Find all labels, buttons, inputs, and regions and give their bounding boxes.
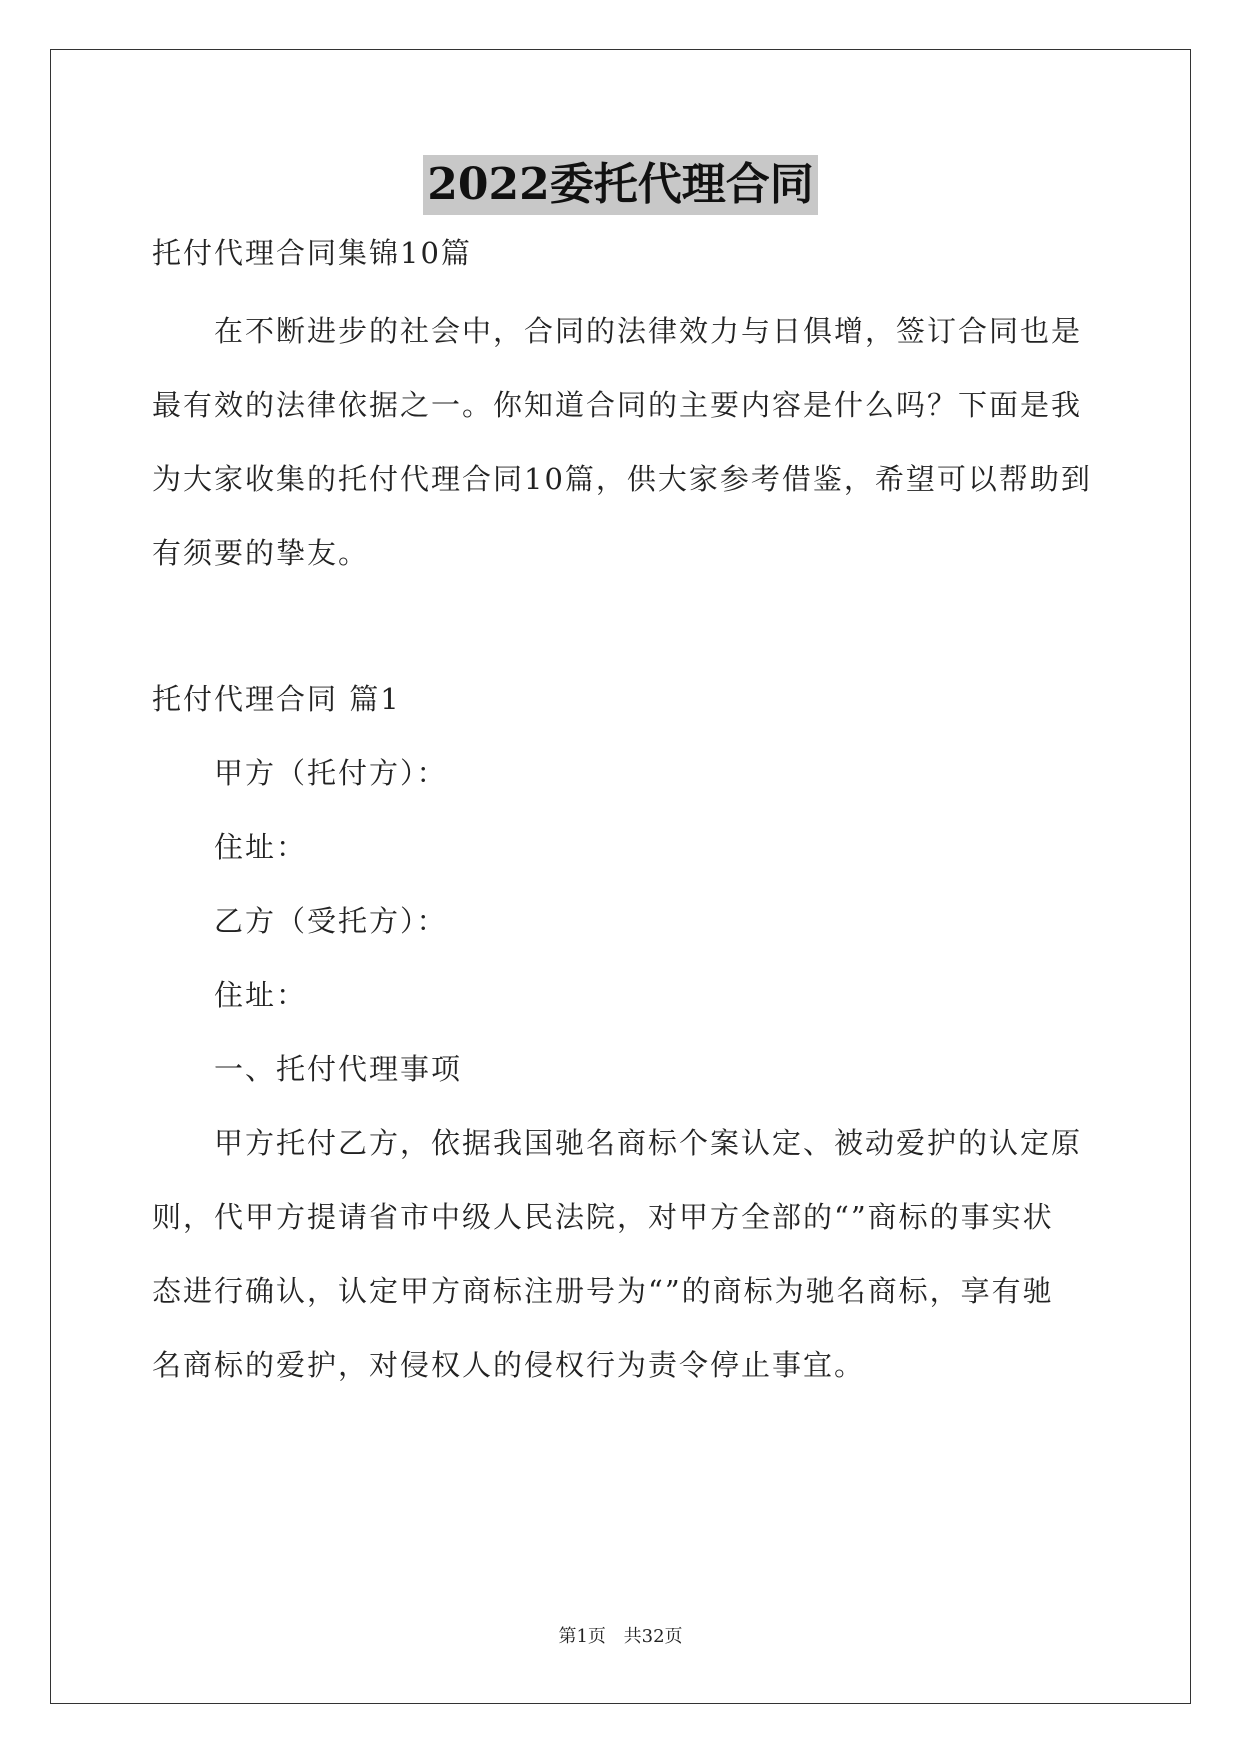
page-footer <box>0 1622 1241 1648</box>
collection-heading: 托付代理合同集锦10篇 <box>152 236 472 270</box>
paragraph-line: 为大家收集的托付代理合同10篇，供大家参考借鉴，希望可以帮助到 <box>152 462 1092 496</box>
page-number: 第1页 <box>558 1626 606 1647</box>
address-label: 住址： <box>214 978 308 1012</box>
paragraph-line: 则，代甲方提请省市中级人民法院，对甲方全部的“”商标的事实状 <box>152 1200 1054 1234</box>
page-border <box>50 49 1191 1704</box>
address-label: 住址： <box>214 830 308 864</box>
section-heading: 托付代理合同 篇1 <box>152 682 401 716</box>
title-container <box>0 155 1241 215</box>
page-total: 共32页 <box>623 1626 683 1647</box>
paragraph-line: 态进行确认，认定甲方商标注册号为“”的商标为驰名商标，享有驰 <box>152 1274 1054 1308</box>
party-b-label: 乙方（受托方）： <box>214 904 448 938</box>
party-a-label: 甲方（托付方）： <box>214 756 448 790</box>
paragraph-line: 在不断进步的社会中，合同的法律效力与日俱增，签订合同也是 <box>214 314 1083 348</box>
paragraph-line: 名商标的爱护，对侵权人的侵权行为责令停止事宜。 <box>152 1348 866 1382</box>
paragraph-line: 最有效的法律依据之一。你知道合同的主要内容是什么吗？下面是我 <box>152 388 1083 422</box>
document-title: 2022委托代理合同 <box>423 155 817 215</box>
paragraph-line: 甲方托付乙方，依据我国驰名商标个案认定、被动爱护的认定原 <box>214 1126 1083 1160</box>
paragraph-line: 有须要的挚友。 <box>152 536 370 570</box>
clause-heading: 一、托付代理事项 <box>214 1052 463 1086</box>
